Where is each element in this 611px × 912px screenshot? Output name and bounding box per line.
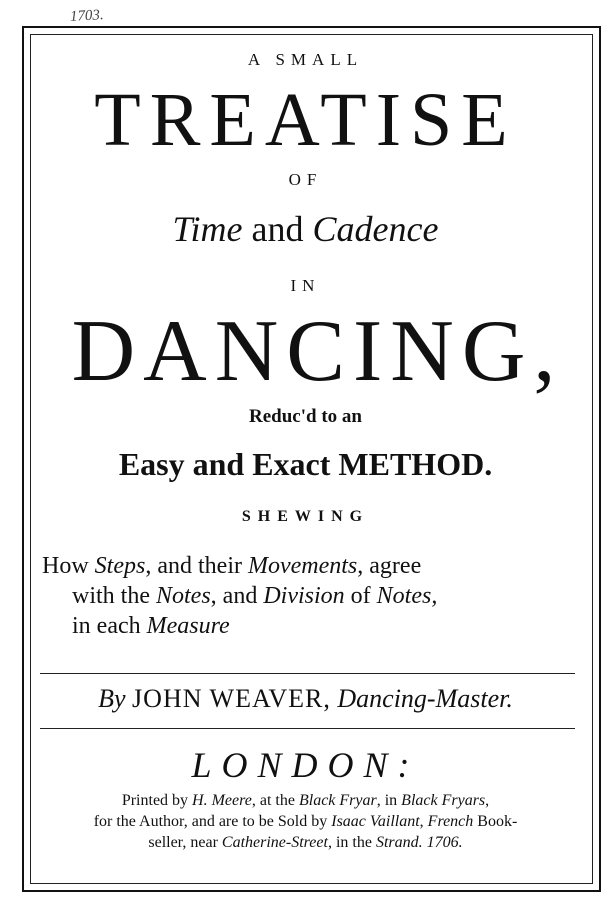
imprint-comma-2: ,	[419, 813, 424, 830]
author-name: JOHN WEAVER,	[132, 684, 331, 713]
imprint-strand: Strand.	[375, 834, 423, 851]
desc-movements: Movements	[247, 553, 358, 579]
cadence-word: Cadence	[312, 209, 439, 249]
desc-division: Division	[263, 583, 345, 609]
imprint-line-1	[0, 792, 611, 810]
and-word: and	[251, 209, 304, 249]
description-line-2	[72, 583, 437, 609]
imprint-printer: H. Meere	[192, 792, 252, 809]
easy-exact-method: Easy and Exact METHOD.	[118, 446, 493, 482]
imprint-book: Book-	[477, 813, 518, 830]
imprint-place: Black Fryars	[401, 792, 486, 809]
title-dancing: DANCING,	[71, 303, 564, 400]
desc-how: How	[42, 553, 89, 579]
handwritten-date-note: 1703.	[69, 7, 105, 25]
desc-of: of	[350, 583, 371, 609]
desc-and-their: , and their	[145, 553, 242, 579]
rule-bottom	[40, 728, 575, 729]
description-line-1	[42, 553, 421, 579]
imprint-in: , in	[376, 792, 398, 809]
description-line-3	[72, 613, 230, 639]
desc-agree: , agree	[357, 553, 422, 579]
author-line	[0, 684, 611, 714]
desc-notes: Notes	[156, 583, 211, 609]
title-line-a-small: A SMALL	[247, 50, 364, 69]
shewing: SHEWING	[241, 508, 370, 525]
imprint-bookseller: Isaac Vaillant	[331, 813, 420, 830]
imprint-comma: ,	[485, 792, 490, 809]
desc-and: , and	[210, 583, 258, 609]
imprint-line-2	[0, 813, 611, 831]
imprint-seller-near: seller, near	[148, 834, 218, 851]
imprint-at-the: , at the	[251, 792, 295, 809]
imprint-french: French	[427, 813, 474, 830]
imprint-street: Catherine-Street	[221, 834, 328, 851]
imprint-line-3	[0, 834, 611, 852]
imprint-year: 1706.	[426, 834, 463, 851]
title-line-of: OF	[288, 170, 323, 189]
author-title: Dancing-Master.	[337, 684, 513, 713]
desc-steps: Steps	[94, 553, 146, 579]
imprint-sign: Black Fryar	[298, 792, 377, 809]
title-line-in: IN	[290, 276, 321, 295]
imprint-in-the: , in the	[327, 834, 372, 851]
imprint-city: LONDON:	[191, 745, 420, 785]
imprint-sold-by: for the Author, and are to be Sold by	[93, 813, 328, 830]
desc-with-the: with the	[72, 583, 150, 609]
imprint-printed-by: Printed by	[121, 792, 189, 809]
title-time-and-cadence	[0, 208, 611, 250]
title-treatise: TREATISE	[94, 78, 517, 162]
reduced-to-an: Reduc'd to an	[249, 406, 362, 427]
desc-in-each: in each	[72, 613, 141, 639]
desc-notes-2: Notes,	[376, 583, 438, 609]
desc-measure: Measure	[146, 613, 230, 639]
rule-top	[40, 673, 575, 674]
time-word: Time	[172, 209, 243, 249]
author-by: By	[98, 684, 126, 713]
